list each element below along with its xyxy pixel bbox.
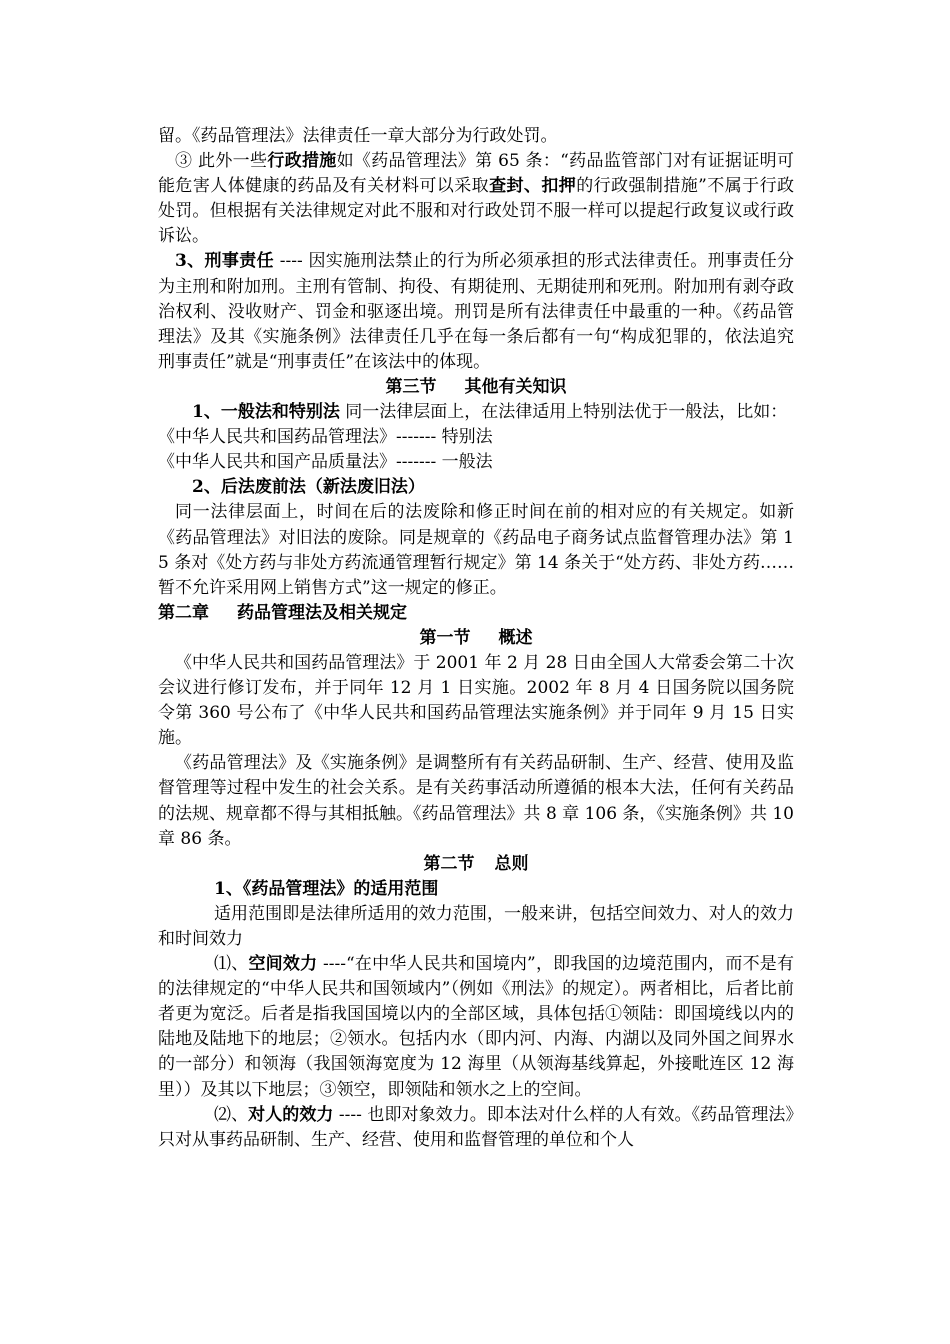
bold-term-space-effect: 空间效力 <box>248 954 318 975</box>
paragraph-general-special-law <box>158 400 794 425</box>
example-special-law: 《中华人民共和国药品管理法》------- 特别法 <box>158 427 493 448</box>
item-heading-scope: 1、《药品管理法》的适用范围 <box>214 878 439 899</box>
chapter-title: 药品管理法及相关规定 <box>237 602 407 623</box>
text-fragment: ---- 因实施刑法禁止的行为所必须承担的形式法律责任。刑事责任分为主刑和附加刑。主刑有管制、拘役、有期徒刑、无期徒刑和死刑。附加刑有剥夺政治权利、没收财产、罚金和驱逐出境。刑罚是所有法律责任中最重的一种。《药品管理法》及其《实施条例》法律责任几乎在每一条后都有一句“构成犯罪的，依法追究刑事责任”就是“刑事责任”在该法中的体现。 <box>158 251 794 372</box>
section-number: 第二节 <box>423 853 475 874</box>
paragraph-person-effect <box>158 1103 794 1153</box>
text-fragment: 同一法律层面上，在法律适用上特别法优于一般法，比如： <box>339 402 788 423</box>
paragraph-scope-intro: 适用范围即是法律所适用的效力范围，一般来讲，包括空间效力、对人的效力和时间效力 <box>158 903 794 949</box>
item-heading-later-law: 2、后法废前法（新法废旧法） <box>192 477 425 498</box>
bold-term-person-effect: 对人的效力 <box>248 1104 334 1125</box>
bold-term-admin-measures: 行政措施 <box>267 151 337 172</box>
text-fragment: ③ 此外一些 <box>175 151 268 172</box>
paragraph-overview-2: 《药品管理法》及《实施条例》是调整所有有关药品研制、生产、经营、使用及监督管理等过程中发生的社会关系。是有关药事活动所遵循的根本大法，任何有关药品的法规、规章都不得与其相抵触。《药品管理法》共 8 章 106 条，《实施条例》共 10 章 86 条。 <box>158 753 794 849</box>
text-fragment: ---- 也即对象效力。即本法对什么样的人有效。《药品管理法》只对从事药品研制、生产、经营、使用和监督管理的单位和个人 <box>158 1104 795 1150</box>
paragraph-admin-penalty-end: 留。《药品管理法》法律责任一章大部分为行政处罚。 <box>158 126 558 146</box>
document-page <box>158 124 794 1153</box>
chapter-heading-2 <box>158 601 794 626</box>
section-title: 其他有关知识 <box>464 376 567 397</box>
example-general-law: 《中华人民共和国产品质量法》------- 一般法 <box>158 452 493 473</box>
section-title: 总则 <box>494 853 529 874</box>
item-number: ⑵、 <box>214 1104 249 1125</box>
section-number: 第三节 <box>385 376 437 397</box>
paragraph-space-effect <box>158 952 794 1103</box>
section-title: 概述 <box>498 627 533 648</box>
text-fragment: 如《药品管理法》第 65 条：“药品监管部门对有证据证明可能危害人体健康的药品及有关材料可以采取 <box>158 151 794 197</box>
section-number: 第一节 <box>419 627 471 648</box>
section-heading-2 <box>158 852 794 877</box>
bold-term-seal-seize: 查封、扣押 <box>489 176 577 197</box>
paragraph-admin-measures <box>158 149 794 249</box>
paragraph-overview-1: 《中华人民共和国药品管理法》于 2001 年 2 月 28 日由全国人大常委会第二十次会议进行修订发布，并于同年 12 月 1 日实施。2002 年 8 月 4 日国务院以国务院令第 360 号公布了《中华人民共和国药品管理法实施条例》并于同年 9 月 15 日实施。 <box>158 652 794 749</box>
item-heading-general-special: 1、一般法和特别法 <box>192 402 340 423</box>
text-fragment: ----“在中华人民共和国境内”，即我国的边境范围内，而不是有的法律规定的“中华人民共和国领域内”（例如《刑法》的规定）。两者相比，后者比前者更为宽泛。后者是指我国国境以内的全部区域，具体包括①领陆：即国境线以内的陆地及陆地下的地层；②领水。包括内水（即内河、内海、内湖以及同外国之间界水的一部分）和领海（我国领海宽度为 12 海里（从领海基线算起，外接毗连区 12 海里））及其以下地层；③领空，即领陆和领水之上的空间。 <box>158 954 795 1100</box>
item-number: ⑴、 <box>214 954 249 975</box>
chapter-number: 第二章 <box>158 602 209 623</box>
paragraph-criminal-liability <box>158 249 794 374</box>
heading-criminal-liability: 3、刑事责任 <box>175 251 274 272</box>
section-heading-1 <box>158 626 794 651</box>
section-heading-3 <box>158 375 794 400</box>
text-fragment: 的行政强制措施”不属于行政处罚。但根据有关法律规定对此不服和对行政处罚不服一样可以提起行政复议或行政诉讼。 <box>158 176 794 247</box>
paragraph-later-law: 同一法律层面上，时间在后的法废除和修正时间在前的相对应的有关规定。如新《药品管理法》对旧法的废除。同是规章的《药品电子商务试点监督管理办法》第 15 条对《处方药与非处方药流通管理暂行规定》第 14 条关于“处方药、非处方药……暂不允许采用网上销售方式”这一规定的修正。 <box>158 502 794 598</box>
